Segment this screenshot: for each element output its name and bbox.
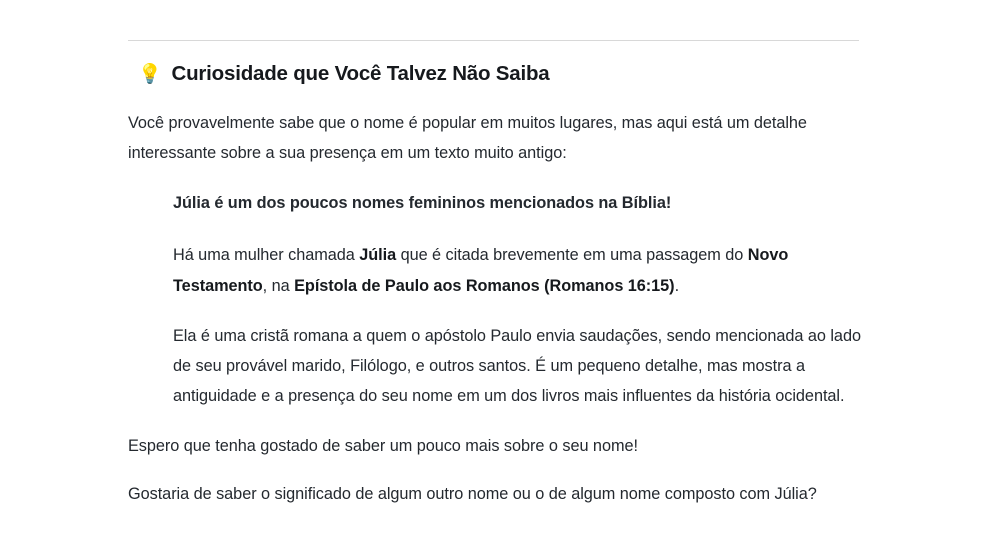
passage-bold-name: Júlia — [359, 246, 397, 265]
lightbulb-icon: 💡 — [138, 63, 162, 85]
passage-part-3: , na — [262, 276, 295, 295]
passage-part-1: Há uma mulher chamada — [173, 246, 360, 265]
passage-part-4: . — [674, 276, 680, 295]
passage-bold-testament: Novo Testamento — [173, 246, 789, 295]
section-heading-text: Curiosidade que Você Talvez Não Saiba — [171, 62, 550, 85]
highlight-statement: Júlia é um dos poucos nomes femininos mencionados na Bíblia! — [173, 194, 672, 213]
passage-paragraph — [173, 240, 863, 300]
passage-bold-reference: Epístola de Paulo aos Romanos (Romanos 16:15) — [294, 276, 675, 295]
passage-part-2: que é citada brevemente em uma passagem do — [396, 246, 748, 265]
top-divider — [128, 40, 859, 41]
detail-paragraph: Ela é uma cristã romana a quem o apóstolo Paulo envia saudações, sendo mencionada ao lado de seu provável marido, Filólogo, e outros santos. É um pequeno detalhe, mas mostra a antiguidade e a presença do seu nome em um dos livros mais influentes da história ocidental. — [173, 326, 861, 405]
question-paragraph: Gostaria de saber o significado de algum outro nome ou o de algum nome composto com Júlia? — [128, 485, 817, 504]
document-content — [128, 62, 868, 527]
closing-paragraph: Espero que tenha gostado de saber um pouco mais sobre o seu nome! — [128, 437, 638, 456]
section-heading — [138, 62, 868, 86]
intro-paragraph: Você provavelmente sabe que o nome é popular em muitos lugares, mas aqui está um detalhe interessante sobre a sua presença em um texto muito antigo: — [128, 114, 807, 163]
